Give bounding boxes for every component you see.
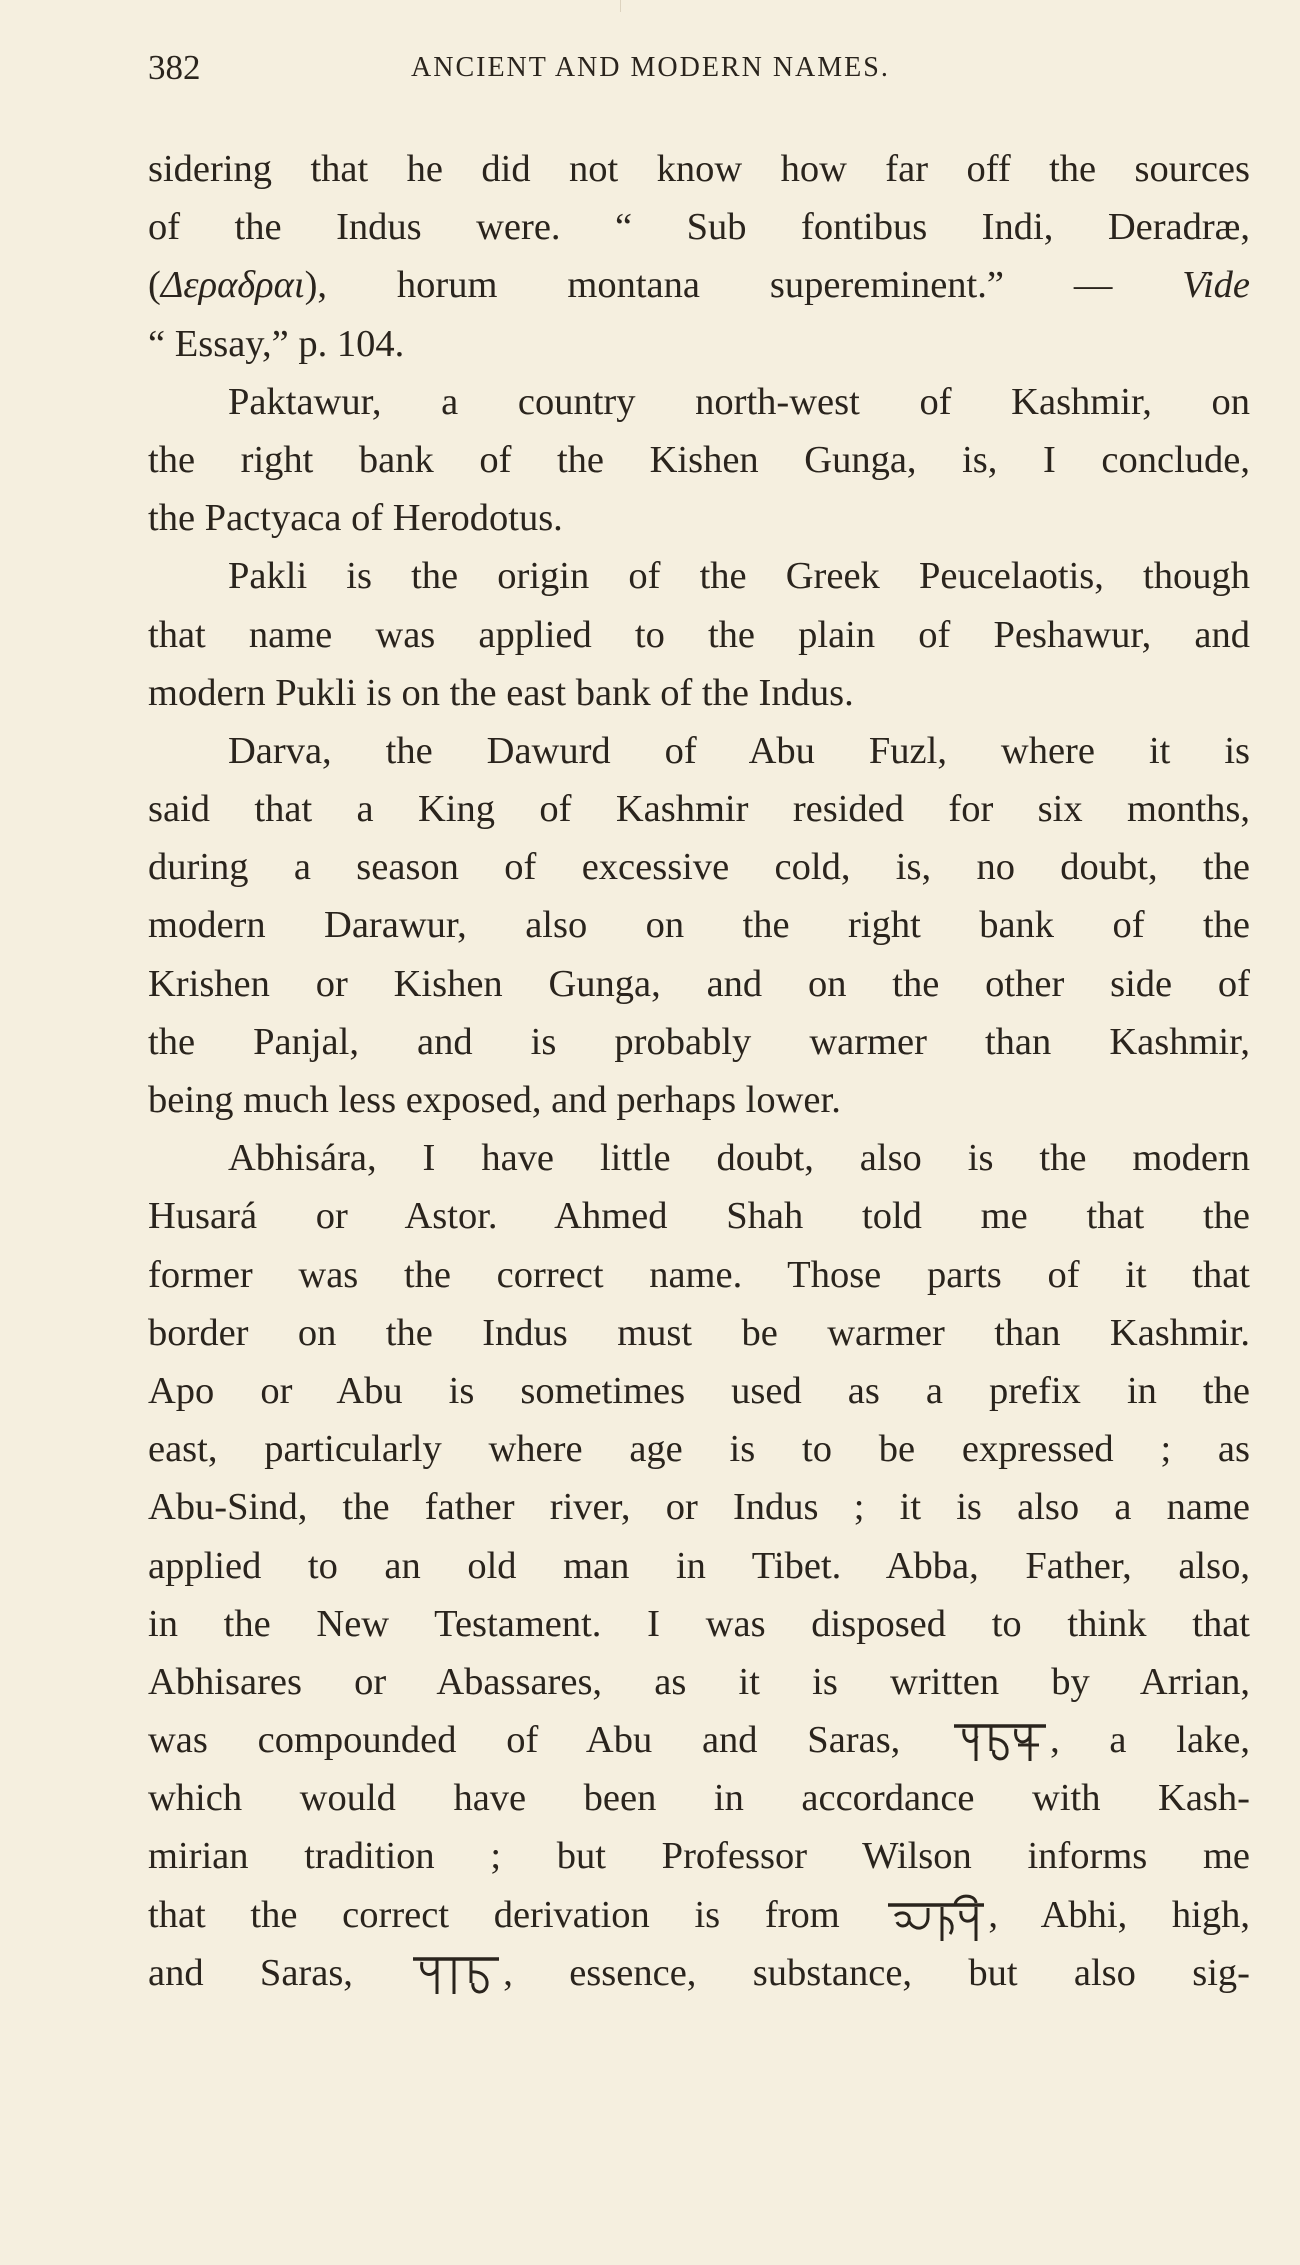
greek-word: Δεραδραι <box>160 264 305 307</box>
text-line: the Pactyaca of Herodotus. <box>148 497 563 540</box>
text-line <box>148 256 1250 314</box>
text-line: said that a King of Kashmir resided for six months, <box>148 788 1250 831</box>
text-line: Abhisares or Abassares, as it is written by Arrian, <box>148 1660 1250 1703</box>
text-fragment: , a lake, <box>1050 1719 1250 1762</box>
text-line: Apo or Abu is sometimes used as a prefix in the <box>148 1369 1250 1412</box>
paragraph-start: Darva, the Dawurd of Abu Fuzl, where it is <box>228 729 1250 772</box>
text-line: “ Essay,” p. 104. <box>148 322 405 365</box>
body-text <box>148 140 1250 2002</box>
text-line: Krishen or Kishen Gunga, and on the other side of <box>148 962 1250 1005</box>
text-line: modern Pukli is on the east bank of the Indus. <box>148 671 854 714</box>
text-fragment: , Abhi, high, <box>988 1893 1250 1936</box>
text-fragment: ), horum montana supereminent.” — <box>304 264 1183 307</box>
page-number: 382 <box>148 48 201 87</box>
text-fragment: was compounded of Abu and Saras, <box>148 1719 901 1762</box>
header-title: ANCIENT AND MODERN NAMES. <box>411 52 890 83</box>
text-line: being much less exposed, and perhaps lower. <box>148 1079 841 1121</box>
text-line: Abu-Sind, the father river, or Indus ; it is also a name <box>148 1486 1250 1529</box>
text-line: border on the Indus must be warmer than Kashmir. <box>148 1311 1250 1354</box>
paper-mark <box>620 0 621 12</box>
text-line: applied to an old man in Tibet. Abba, Father, also, <box>148 1544 1250 1587</box>
text-line: the Panjal, and is probably warmer than Kashmir, <box>148 1020 1250 1063</box>
text-fragment: that the correct derivation is from <box>148 1893 840 1936</box>
text-line <box>148 1886 1250 1944</box>
devanagari-saras-essence-icon <box>411 1954 501 1998</box>
text-fragment: and Saras, <box>148 1951 353 1994</box>
text-fragment: ( <box>148 264 161 307</box>
text-line: that name was applied to the plain of Peshawur, and <box>148 613 1250 656</box>
text-line: former was the correct name. Those parts of it that <box>148 1253 1250 1296</box>
text-line: mirian tradition ; but Professor Wilson informs me <box>148 1835 1250 1878</box>
paragraph-start: Pakli is the origin of the Greek Peucelaotis, though <box>228 555 1250 598</box>
devanagari-abhi-icon <box>886 1893 986 1943</box>
text-line: of the Indus were. “ Sub fontibus Indi, Deradræ, <box>148 206 1250 249</box>
text-line: sidering that he did not know how far off the sources <box>148 148 1250 190</box>
paragraph-start: Abhisára, I have little doubt, also is the modern <box>228 1137 1250 1180</box>
text-line: Husará or Astor. Ahmed Shah told me that the <box>148 1195 1250 1238</box>
devanagari-saras-lake-icon <box>952 1721 1048 1765</box>
text-line: east, particularly where age is to be expressed ; as <box>148 1428 1250 1471</box>
text-line <box>148 1944 1250 2002</box>
text-line: which would have been in accordance with Kash- <box>148 1777 1250 1820</box>
text-line: the right bank of the Kishen Gunga, is, I conclude, <box>148 438 1250 481</box>
text-line: during a season of excessive cold, is, no doubt, the <box>148 846 1250 889</box>
italic-word: Vide <box>1182 264 1250 307</box>
text-line: in the New Testament. I was disposed to think that <box>148 1602 1250 1645</box>
running-head <box>148 44 1250 94</box>
text-fragment: , essence, substance, but also sig- <box>503 1951 1250 1994</box>
text-line <box>148 1711 1250 1769</box>
paragraph-start: Paktawur, a country north-west of Kashmir, on <box>228 380 1250 423</box>
text-line: modern Darawur, also on the right bank of the <box>148 904 1250 947</box>
